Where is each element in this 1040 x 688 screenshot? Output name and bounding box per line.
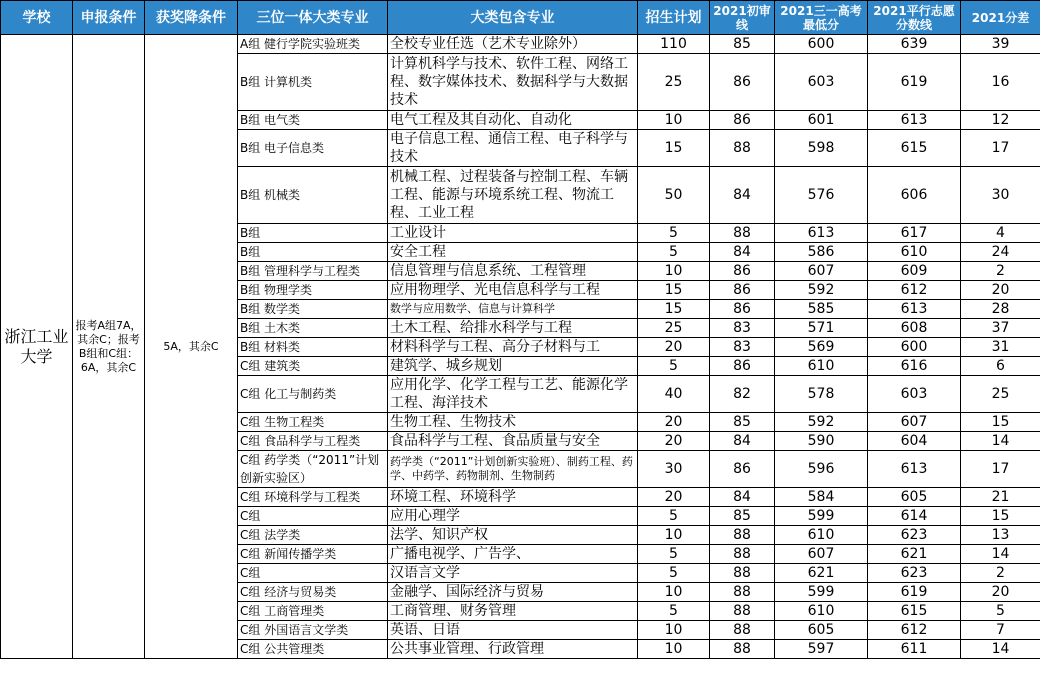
majors-cell: 信息管理与信息系统、工程管理 xyxy=(388,262,638,281)
plan-cell: 25 xyxy=(638,319,710,338)
parallel-line-cell: 613 xyxy=(868,111,961,130)
group-cell: C组 生物工程类 xyxy=(238,413,388,432)
first-line-cell: 86 xyxy=(710,54,775,111)
header-condition: 申报条件 xyxy=(73,1,145,35)
min-score-cell: 592 xyxy=(775,413,868,432)
group-cell: C组 药学类（“2011”计划创新实验区） xyxy=(238,451,388,488)
group-cell: C组 公共管理类 xyxy=(238,640,388,659)
header-majors: 大类包含专业 xyxy=(388,1,638,35)
group-cell: C组 外国语言文学类 xyxy=(238,621,388,640)
majors-cell: 建筑学、城乡规划 xyxy=(388,357,638,376)
diff-cell: 20 xyxy=(961,583,1040,602)
diff-cell: 2 xyxy=(961,262,1040,281)
min-score-cell: 599 xyxy=(775,507,868,526)
first-line-cell: 88 xyxy=(710,224,775,243)
min-score-cell: 610 xyxy=(775,602,868,621)
first-line-cell: 88 xyxy=(710,564,775,583)
parallel-line-cell: 608 xyxy=(868,319,961,338)
majors-cell: 应用物理学、光电信息科学与工程 xyxy=(388,281,638,300)
plan-cell: 40 xyxy=(638,376,710,413)
group-cell: B组 管理科学与工程类 xyxy=(238,262,388,281)
majors-cell: 法学、知识产权 xyxy=(388,526,638,545)
diff-cell: 14 xyxy=(961,432,1040,451)
min-score-cell: 598 xyxy=(775,130,868,167)
plan-cell: 110 xyxy=(638,35,710,54)
first-line-cell: 84 xyxy=(710,432,775,451)
parallel-line-cell: 607 xyxy=(868,413,961,432)
first-line-cell: 86 xyxy=(710,451,775,488)
first-line-cell: 83 xyxy=(710,338,775,357)
diff-cell: 28 xyxy=(961,300,1040,319)
diff-cell: 30 xyxy=(961,167,1040,224)
majors-cell: 生物工程、生物技术 xyxy=(388,413,638,432)
plan-cell: 15 xyxy=(638,130,710,167)
parallel-line-cell: 613 xyxy=(868,300,961,319)
plan-cell: 25 xyxy=(638,54,710,111)
award-condition: 5A，其余C xyxy=(145,35,238,659)
majors-cell: 药学类（“2011”计划创新实验班）、制药工程、药学、中药学、药物制剂、生物制药 xyxy=(388,451,638,488)
min-score-cell: 597 xyxy=(775,640,868,659)
plan-cell: 15 xyxy=(638,281,710,300)
parallel-line-cell: 619 xyxy=(868,583,961,602)
plan-cell: 5 xyxy=(638,507,710,526)
group-cell: B组 土木类 xyxy=(238,319,388,338)
diff-cell: 37 xyxy=(961,319,1040,338)
first-line-cell: 84 xyxy=(710,488,775,507)
majors-cell: 公共事业管理、行政管理 xyxy=(388,640,638,659)
min-score-cell: 610 xyxy=(775,357,868,376)
group-cell: B组 xyxy=(238,224,388,243)
application-condition: 报考A组7A，其余C；报考B组和C组：6A，其余C xyxy=(73,35,145,659)
parallel-line-cell: 605 xyxy=(868,488,961,507)
plan-cell: 5 xyxy=(638,564,710,583)
header-plan: 招生计划 xyxy=(638,1,710,35)
first-line-cell: 88 xyxy=(710,545,775,564)
min-score-cell: 607 xyxy=(775,545,868,564)
diff-cell: 24 xyxy=(961,243,1040,262)
diff-cell: 4 xyxy=(961,224,1040,243)
plan-cell: 15 xyxy=(638,300,710,319)
diff-cell: 7 xyxy=(961,621,1040,640)
majors-cell: 电子信息工程、通信工程、电子科学与技术 xyxy=(388,130,638,167)
min-score-cell: 605 xyxy=(775,621,868,640)
min-score-cell: 576 xyxy=(775,167,868,224)
first-line-cell: 84 xyxy=(710,243,775,262)
majors-cell: 环境工程、环境科学 xyxy=(388,488,638,507)
first-line-cell: 86 xyxy=(710,111,775,130)
first-line-cell: 86 xyxy=(710,281,775,300)
parallel-line-cell: 612 xyxy=(868,621,961,640)
plan-cell: 5 xyxy=(638,224,710,243)
majors-cell: 安全工程 xyxy=(388,243,638,262)
majors-cell: 材料科学与工程、高分子材料与工 xyxy=(388,338,638,357)
header-row xyxy=(1,1,1040,35)
group-cell: B组 电子信息类 xyxy=(238,130,388,167)
parallel-line-cell: 615 xyxy=(868,602,961,621)
first-line-cell: 82 xyxy=(710,376,775,413)
parallel-line-cell: 615 xyxy=(868,130,961,167)
majors-cell: 应用心理学 xyxy=(388,507,638,526)
plan-cell: 50 xyxy=(638,167,710,224)
first-line-cell: 88 xyxy=(710,602,775,621)
plan-cell: 10 xyxy=(638,262,710,281)
first-line-cell: 83 xyxy=(710,319,775,338)
majors-cell: 土木工程、给排水科学与工程 xyxy=(388,319,638,338)
parallel-line-cell: 613 xyxy=(868,451,961,488)
group-cell: C组 新闻传播学类 xyxy=(238,545,388,564)
group-cell: C组 法学类 xyxy=(238,526,388,545)
plan-cell: 10 xyxy=(638,583,710,602)
group-cell: B组 物理学类 xyxy=(238,281,388,300)
first-line-cell: 88 xyxy=(710,130,775,167)
majors-cell: 机械工程、过程装备与控制工程、车辆工程、能源与环境系统工程、物流工程、工业工程 xyxy=(388,167,638,224)
first-line-cell: 86 xyxy=(710,300,775,319)
header-group: 三位一体大类专业 xyxy=(238,1,388,35)
first-line-cell: 85 xyxy=(710,35,775,54)
majors-cell: 数学与应用数学、信息与计算科学 xyxy=(388,300,638,319)
min-score-cell: 578 xyxy=(775,376,868,413)
diff-cell: 13 xyxy=(961,526,1040,545)
min-score-cell: 571 xyxy=(775,319,868,338)
header-first-line: 2021初审线 xyxy=(710,1,775,35)
min-score-cell: 599 xyxy=(775,583,868,602)
min-score-cell: 590 xyxy=(775,432,868,451)
min-score-cell: 613 xyxy=(775,224,868,243)
min-score-cell: 600 xyxy=(775,35,868,54)
plan-cell: 5 xyxy=(638,545,710,564)
first-line-cell: 88 xyxy=(710,583,775,602)
plan-cell: 10 xyxy=(638,640,710,659)
group-cell: C组 食品科学与工程类 xyxy=(238,432,388,451)
parallel-line-cell: 612 xyxy=(868,281,961,300)
majors-cell: 工业设计 xyxy=(388,224,638,243)
parallel-line-cell: 623 xyxy=(868,526,961,545)
plan-cell: 10 xyxy=(638,111,710,130)
majors-cell: 广播电视学、广告学、 xyxy=(388,545,638,564)
header-school: 学校 xyxy=(1,1,73,35)
school-name: 浙江工业大学 xyxy=(1,35,73,659)
majors-cell: 汉语言文学 xyxy=(388,564,638,583)
majors-cell: 全校专业任选（艺术专业除外） xyxy=(388,35,638,54)
diff-cell: 6 xyxy=(961,357,1040,376)
diff-cell: 2 xyxy=(961,564,1040,583)
min-score-cell: 596 xyxy=(775,451,868,488)
majors-cell: 英语、日语 xyxy=(388,621,638,640)
diff-cell: 5 xyxy=(961,602,1040,621)
header-diff: 2021分差 xyxy=(961,1,1040,35)
plan-cell: 5 xyxy=(638,602,710,621)
group-cell: B组 数学类 xyxy=(238,300,388,319)
min-score-cell: 586 xyxy=(775,243,868,262)
parallel-line-cell: 639 xyxy=(868,35,961,54)
group-cell: B组 计算机类 xyxy=(238,54,388,111)
diff-cell: 20 xyxy=(961,281,1040,300)
plan-cell: 5 xyxy=(638,357,710,376)
group-cell: C组 xyxy=(238,564,388,583)
group-cell: C组 经济与贸易类 xyxy=(238,583,388,602)
first-line-cell: 86 xyxy=(710,262,775,281)
parallel-line-cell: 610 xyxy=(868,243,961,262)
majors-cell: 食品科学与工程、食品质量与安全 xyxy=(388,432,638,451)
parallel-line-cell: 606 xyxy=(868,167,961,224)
diff-cell: 14 xyxy=(961,640,1040,659)
group-cell: C组 工商管理类 xyxy=(238,602,388,621)
group-cell: B组 xyxy=(238,243,388,262)
group-cell: B组 电气类 xyxy=(238,111,388,130)
diff-cell: 21 xyxy=(961,488,1040,507)
parallel-line-cell: 616 xyxy=(868,357,961,376)
plan-cell: 20 xyxy=(638,413,710,432)
plan-cell: 10 xyxy=(638,621,710,640)
min-score-cell: 603 xyxy=(775,54,868,111)
diff-cell: 14 xyxy=(961,545,1040,564)
majors-cell: 应用化学、化学工程与工艺、能源化学工程、海洋技术 xyxy=(388,376,638,413)
diff-cell: 25 xyxy=(961,376,1040,413)
diff-cell: 12 xyxy=(961,111,1040,130)
first-line-cell: 84 xyxy=(710,167,775,224)
min-score-cell: 592 xyxy=(775,281,868,300)
parallel-line-cell: 609 xyxy=(868,262,961,281)
majors-cell: 金融学、国际经济与贸易 xyxy=(388,583,638,602)
min-score-cell: 601 xyxy=(775,111,868,130)
parallel-line-cell: 617 xyxy=(868,224,961,243)
parallel-line-cell: 621 xyxy=(868,545,961,564)
group-cell: C组 环境科学与工程类 xyxy=(238,488,388,507)
plan-cell: 20 xyxy=(638,338,710,357)
plan-cell: 20 xyxy=(638,488,710,507)
parallel-line-cell: 623 xyxy=(868,564,961,583)
group-cell: C组 xyxy=(238,507,388,526)
table-row xyxy=(1,35,1040,54)
group-cell: C组 建筑类 xyxy=(238,357,388,376)
min-score-cell: 607 xyxy=(775,262,868,281)
plan-cell: 30 xyxy=(638,451,710,488)
diff-cell: 17 xyxy=(961,451,1040,488)
group-cell: A组 健行学院实验班类 xyxy=(238,35,388,54)
parallel-line-cell: 603 xyxy=(868,376,961,413)
min-score-cell: 610 xyxy=(775,526,868,545)
majors-cell: 电气工程及其自动化、自动化 xyxy=(388,111,638,130)
parallel-line-cell: 619 xyxy=(868,54,961,111)
group-cell: B组 机械类 xyxy=(238,167,388,224)
min-score-cell: 585 xyxy=(775,300,868,319)
header-min-score: 2021三一高考最低分 xyxy=(775,1,868,35)
diff-cell: 15 xyxy=(961,507,1040,526)
majors-cell: 工商管理、财务管理 xyxy=(388,602,638,621)
first-line-cell: 88 xyxy=(710,621,775,640)
diff-cell: 17 xyxy=(961,130,1040,167)
diff-cell: 39 xyxy=(961,35,1040,54)
parallel-line-cell: 614 xyxy=(868,507,961,526)
parallel-line-cell: 604 xyxy=(868,432,961,451)
plan-cell: 10 xyxy=(638,526,710,545)
first-line-cell: 85 xyxy=(710,413,775,432)
parallel-line-cell: 611 xyxy=(868,640,961,659)
diff-cell: 31 xyxy=(961,338,1040,357)
header-award: 获奖降条件 xyxy=(145,1,238,35)
first-line-cell: 86 xyxy=(710,357,775,376)
first-line-cell: 88 xyxy=(710,526,775,545)
min-score-cell: 621 xyxy=(775,564,868,583)
group-cell: B组 材料类 xyxy=(238,338,388,357)
min-score-cell: 584 xyxy=(775,488,868,507)
diff-cell: 15 xyxy=(961,413,1040,432)
first-line-cell: 85 xyxy=(710,507,775,526)
group-cell: C组 化工与制药类 xyxy=(238,376,388,413)
diff-cell: 16 xyxy=(961,54,1040,111)
plan-cell: 20 xyxy=(638,432,710,451)
majors-cell: 计算机科学与技术、软件工程、网络工程、数字媒体技术、数据科学与大数据技术 xyxy=(388,54,638,111)
plan-cell: 5 xyxy=(638,243,710,262)
min-score-cell: 569 xyxy=(775,338,868,357)
parallel-line-cell: 600 xyxy=(868,338,961,357)
header-parallel-line: 2021平行志愿分数线 xyxy=(868,1,961,35)
first-line-cell: 88 xyxy=(710,640,775,659)
